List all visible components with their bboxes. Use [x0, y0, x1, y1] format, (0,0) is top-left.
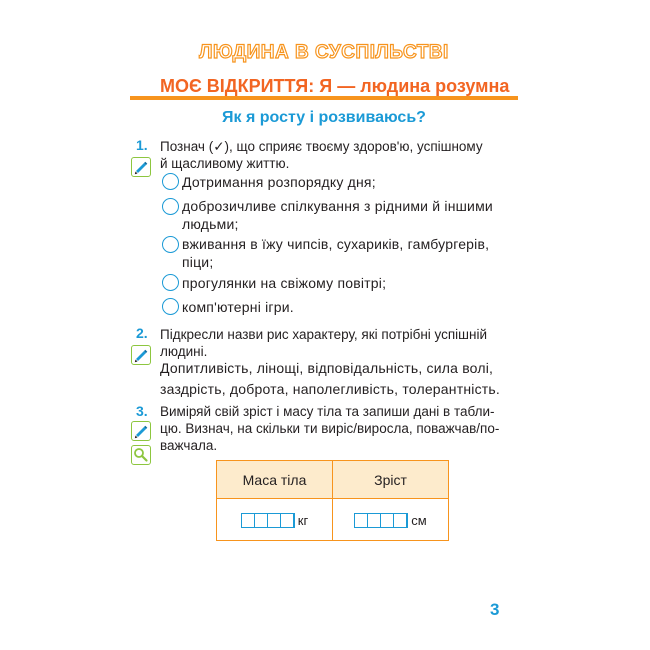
task-3-text-line1: Виміряй свій зріст і масу тіла та запиши дані в табли-: [160, 404, 495, 419]
option-3-label: [182, 236, 489, 270]
task-3-text: [160, 403, 502, 454]
pencil-icon: [131, 157, 151, 177]
page-number: 3: [490, 600, 500, 619]
lesson-title-rest: Я — людина розумна: [319, 76, 510, 96]
header-divider: [130, 96, 518, 100]
table-header-row: [217, 461, 449, 499]
lesson-title-bold: МОЄ ВІДКРИТТЯ:: [160, 76, 315, 96]
option-2-label: [182, 198, 493, 232]
task-3-text-line3: важчала.: [160, 438, 218, 453]
pencil-icon: [131, 421, 151, 441]
lesson-heading: Як я росту і розвиваюсь?: [222, 109, 426, 126]
option-2-line1: доброзичливе спілкування з рідними й іншими: [182, 198, 493, 214]
traits-line-2: заздрість, доброта, наполегливість, толерантність.: [160, 381, 500, 397]
lesson-title: [160, 76, 509, 97]
pencil-icon: [131, 345, 151, 365]
option-3-line2: піци;: [182, 254, 214, 270]
task-1-text-line2: й щасливому життю.: [160, 156, 290, 171]
mass-cell: [217, 499, 333, 541]
option-4-label: прогулянки на свіжому повітрі;: [182, 275, 387, 291]
height-unit: см: [411, 512, 427, 528]
task-1-text-line1: Познач (✓), що сприяє твоєму здоров'ю, успішному: [160, 139, 483, 154]
option-3-line1: вживання в їжу чипсів, сухариків, гамбургерів,: [182, 236, 490, 252]
task-2-text-line1: Підкресли назви рис характеру, які потрібні успішній: [160, 327, 488, 342]
task-1-text: [160, 138, 500, 172]
measurements-table: [216, 460, 449, 541]
task-1-number: 1.: [136, 137, 148, 153]
task-2-text-line2: людині.: [160, 344, 208, 359]
header-height: Зріст: [333, 461, 449, 499]
checkbox-option-3[interactable]: [162, 236, 179, 253]
mass-input-boxes[interactable]: [241, 513, 295, 528]
option-1-label: Дотримання розпорядку дня;: [182, 174, 376, 190]
height-cell: [333, 499, 449, 541]
mass-unit: кг: [297, 512, 309, 528]
checkbox-option-4[interactable]: [162, 274, 179, 291]
task-2-number: 2.: [136, 325, 148, 341]
traits-line-1: Допитливість, лінощі, відповідальність, сила волі,: [160, 360, 494, 376]
task-2-text: [160, 326, 500, 360]
checkbox-option-5[interactable]: [162, 298, 179, 315]
section-title: ЛЮДИНА В СУСПІЛЬСТВІ: [199, 42, 449, 63]
table-row: [217, 499, 449, 541]
task-3-number: 3.: [136, 403, 148, 419]
header-mass: Маса тіла: [217, 461, 333, 499]
checkbox-option-1[interactable]: [162, 173, 179, 190]
height-input-boxes[interactable]: [354, 513, 408, 528]
task-3-text-line2: цю. Визнач, на скільки ти виріс/виросла, поважчав/по-: [160, 421, 500, 436]
option-2-line2: людьми;: [182, 216, 239, 232]
magnifier-icon: [131, 445, 151, 465]
checkbox-option-2[interactable]: [162, 198, 179, 215]
option-5-label: комп'ютерні ігри.: [182, 299, 294, 315]
